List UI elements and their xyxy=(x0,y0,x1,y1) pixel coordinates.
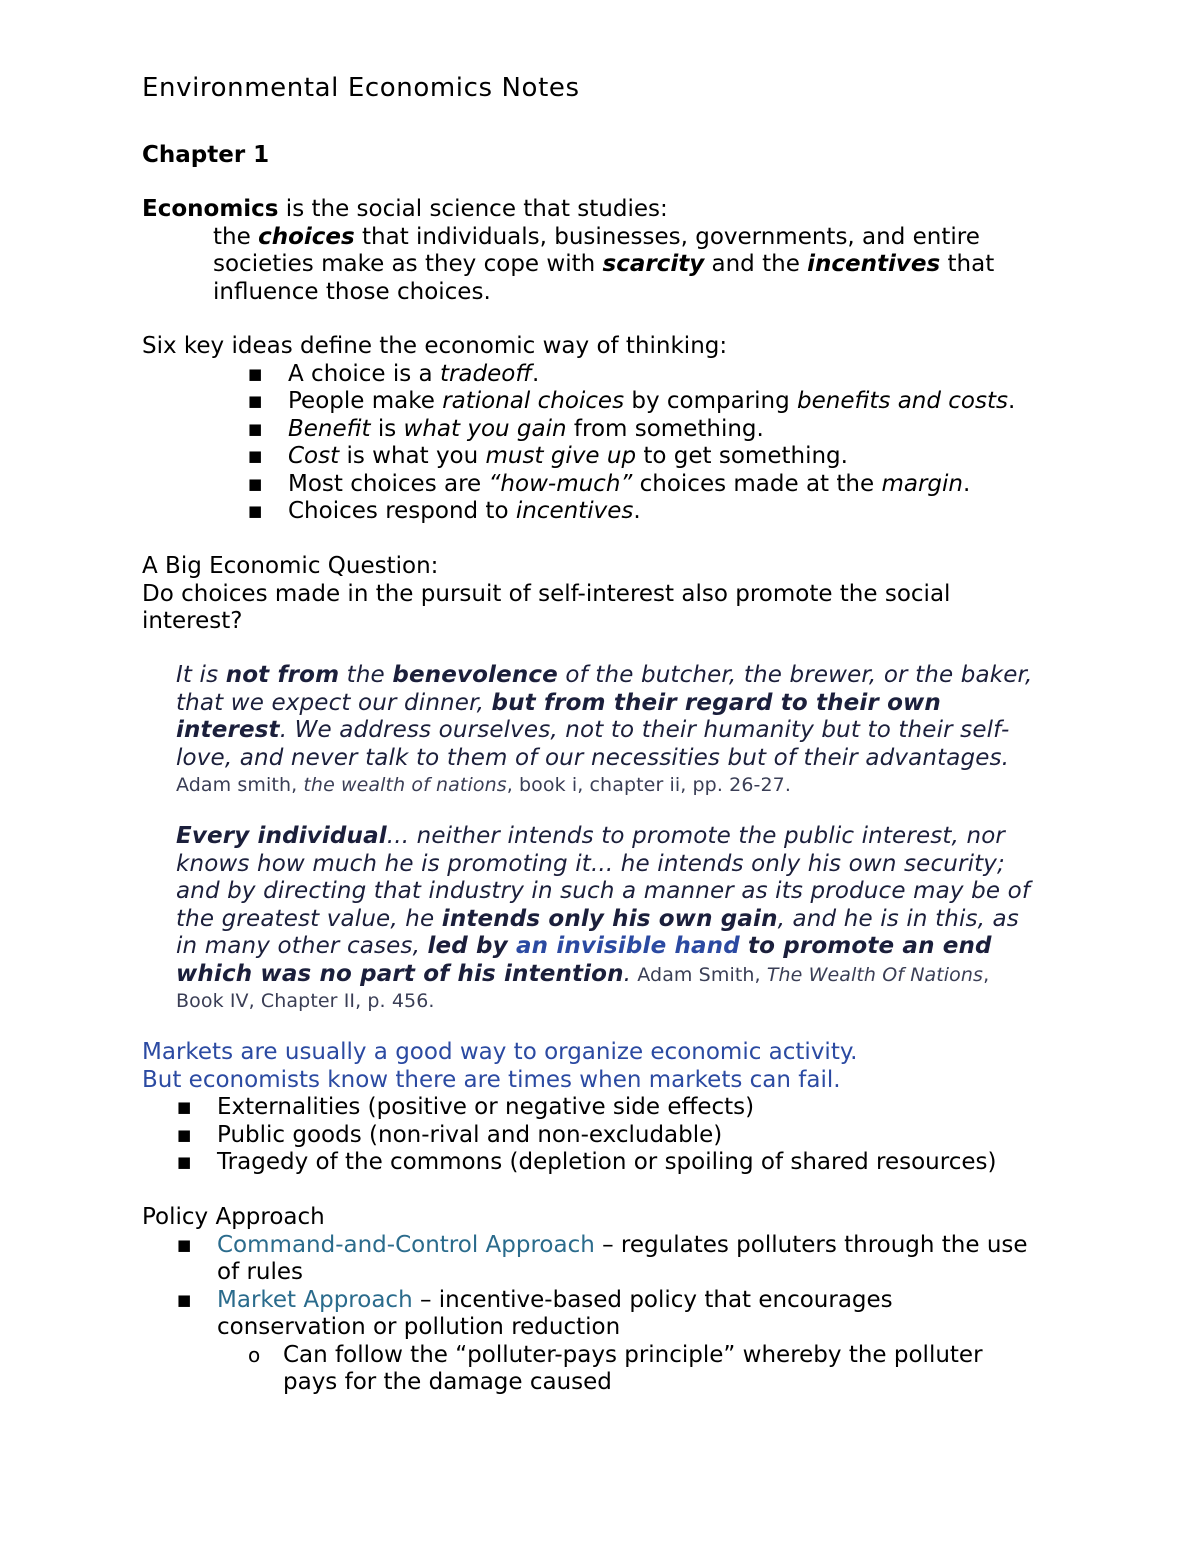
text-run: Externalities (positive or negative side effects) xyxy=(217,1094,755,1120)
quote-line xyxy=(176,933,1056,961)
text-run: the xyxy=(213,223,259,250)
definition-line xyxy=(142,224,1062,252)
quote-invisible-hand xyxy=(176,823,1056,1014)
text-run: . We address ourselves, not to their humanity but to their self- xyxy=(279,717,1010,743)
text-run: the xyxy=(339,662,393,688)
square-bullet-icon: ■ xyxy=(248,392,263,410)
list-item xyxy=(177,1094,1062,1122)
text-run: The Wealth Of Nations xyxy=(766,963,984,986)
quote-citation xyxy=(176,772,1056,798)
square-bullet-icon: ■ xyxy=(248,502,263,520)
definition-line: influence those choices. xyxy=(213,278,491,305)
text-run: is xyxy=(370,415,404,442)
key-ideas-section xyxy=(142,333,1062,526)
text-run: Adam smith, xyxy=(176,774,304,796)
text-run: Can follow the “polluter-pays principle” whereby the polluter xyxy=(283,1341,983,1368)
text-run: must give up xyxy=(485,443,637,469)
square-bullet-icon: ■ xyxy=(248,419,263,438)
quote-benevolence xyxy=(176,662,1056,798)
text-run: the greatest value, he xyxy=(176,905,442,932)
sub-list-item xyxy=(142,1342,1062,1397)
list-item xyxy=(248,471,1062,499)
text-run: – regulates polluters through the use xyxy=(594,1231,1028,1258)
quote-citation xyxy=(631,964,989,986)
list-item xyxy=(177,1122,1062,1150)
big-question-section xyxy=(142,553,1062,636)
text-run: ... neither intends to promote the public interest, nor xyxy=(386,823,1006,849)
square-bullet-icon: ■ xyxy=(177,1235,192,1254)
markets-line: But economists know there are times when markets can fail. xyxy=(142,1066,841,1093)
text-run: the wealth of nations xyxy=(303,774,507,796)
quote-line xyxy=(176,961,1056,989)
definition-lead xyxy=(142,196,1062,224)
text-run: . xyxy=(623,960,632,987)
text-run: intends only his own gain xyxy=(441,905,778,932)
economics-term: Economics xyxy=(142,196,279,222)
text-run: It is xyxy=(176,662,226,688)
list-item xyxy=(177,1287,1062,1342)
key-ideas-heading: Six key ideas define the economic way of thinking: xyxy=(142,333,728,359)
text-run: . xyxy=(1007,388,1016,414)
quote-line xyxy=(176,906,1056,934)
text-run: led by xyxy=(427,933,516,959)
choices-term: choices xyxy=(258,223,355,250)
list-item xyxy=(248,498,1062,526)
big-question-line: Do choices made in the pursuit of self-interest also promote the social xyxy=(142,580,951,607)
quote-line: knows how much he is promoting it... he intends only his own security; xyxy=(176,850,1005,877)
square-bullet-icon: ■ xyxy=(248,364,263,383)
command-control-term: Command-and-Control Approach xyxy=(217,1231,595,1258)
text-run: not from xyxy=(225,662,340,688)
quote-line xyxy=(176,717,1056,745)
text-run: pays for the damage caused xyxy=(283,1369,612,1395)
text-run: choices made at the xyxy=(632,470,882,497)
economics-definition xyxy=(142,196,1062,306)
text-run: of the butcher, the brewer, or the baker, xyxy=(557,662,1033,688)
quote-line: and by directing that industry in such a manner as its produce may be of xyxy=(176,878,1031,904)
quote-line: love, and never talk to them of our necessities but of their advantages. xyxy=(176,744,1010,771)
list-item xyxy=(177,1149,1062,1177)
text-run: of rules xyxy=(217,1259,304,1285)
text-run: Tragedy of the commons (depletion or spoiling of shared resources) xyxy=(217,1149,997,1175)
market-approach-term: Market Approach xyxy=(217,1286,413,1313)
big-question-heading: A Big Economic Question: xyxy=(142,553,439,579)
list-item xyxy=(248,361,1062,389)
square-bullet-icon: ■ xyxy=(248,474,263,493)
text-run: – incentive-based policy that encourages xyxy=(412,1286,893,1313)
text-run: is what you xyxy=(339,443,486,469)
text-run: , xyxy=(983,963,990,986)
text-run: benefits and costs xyxy=(797,388,1008,414)
text-run: benevolence xyxy=(392,662,558,688)
text-run: rational choices xyxy=(442,388,625,414)
definition-line xyxy=(142,251,1062,279)
text-run: People make xyxy=(288,388,443,414)
text-run: . xyxy=(633,498,641,524)
text-run: Adam Smith, xyxy=(631,963,767,986)
text-run: incentives xyxy=(515,498,634,524)
list-item xyxy=(248,388,1062,416)
policy-section xyxy=(142,1204,1062,1397)
list-item xyxy=(177,1232,1062,1287)
text-run: margin xyxy=(881,470,963,497)
text-run: in many other cases, xyxy=(176,933,428,959)
text-run: Cost xyxy=(288,443,340,469)
text-run: , book i, chapter ii, pp. 26-27. xyxy=(506,774,791,796)
markets-section xyxy=(142,1039,1062,1177)
page-title: Environmental Economics Notes xyxy=(142,73,580,103)
square-bullet-icon: ■ xyxy=(177,1153,192,1171)
big-question-line: interest? xyxy=(142,608,243,634)
quote-citation-line: Book IV, Chapter II, p. 456. xyxy=(176,990,435,1012)
text-run: tradeoff xyxy=(439,360,532,387)
square-bullet-icon: ■ xyxy=(177,1290,192,1309)
text-run: interest xyxy=(176,717,280,743)
text-run: but from their regard to their own xyxy=(491,689,941,716)
invisible-hand-highlight: an invisible hand xyxy=(515,933,740,959)
text-run: Most choices are xyxy=(288,470,489,497)
scarcity-term: scarcity xyxy=(602,251,705,277)
text-run: . xyxy=(962,470,971,497)
market-failure-list xyxy=(142,1094,1062,1177)
definition-text: is the social science that studies: xyxy=(278,196,668,222)
text-run: and the xyxy=(704,251,808,277)
text-run: , and he is in this, as xyxy=(777,905,1019,932)
text-run: societies make as they cope with xyxy=(213,251,603,277)
list-item xyxy=(248,443,1062,471)
text-run: to get something. xyxy=(636,443,848,469)
text-run: Public goods (non-rival and non-excludable) xyxy=(217,1121,723,1148)
text-run: which was no part of his intention xyxy=(176,960,624,987)
text-run: Choices respond to xyxy=(288,498,516,524)
text-run: Benefit xyxy=(288,415,371,442)
text-run: that xyxy=(940,251,995,277)
text-run: what you gain xyxy=(403,415,567,442)
text-run: to promote an end xyxy=(739,933,992,959)
square-bullet-icon: ■ xyxy=(177,1125,192,1144)
text-run: Every individual xyxy=(176,823,387,849)
chapter-heading: Chapter 1 xyxy=(142,142,270,168)
quote-line xyxy=(176,690,1056,718)
incentives-term: incentives xyxy=(807,251,941,277)
markets-line: Markets are usually a good way to organize economic activity. xyxy=(142,1039,858,1065)
text-run: from something. xyxy=(566,415,764,442)
quote-line xyxy=(176,662,1056,690)
square-bullet-icon: ■ xyxy=(248,447,263,465)
key-ideas-list xyxy=(142,361,1062,526)
text-run: conservation or pollution reduction xyxy=(217,1314,621,1340)
text-run: . xyxy=(531,360,540,387)
circle-bullet-icon: o xyxy=(248,1342,261,1367)
policy-list xyxy=(142,1232,1062,1342)
quote-line xyxy=(176,823,1056,851)
list-item xyxy=(248,416,1062,444)
text-run: that individuals, businesses, governments, and entire xyxy=(354,223,980,250)
text-run: by comparing xyxy=(624,388,798,414)
policy-heading: Policy Approach xyxy=(142,1204,325,1230)
text-run: “how-much” xyxy=(488,470,633,497)
square-bullet-icon: ■ xyxy=(177,1098,192,1116)
text-run: that we expect our dinner, xyxy=(176,689,492,716)
text-run: A choice is a xyxy=(288,360,440,387)
